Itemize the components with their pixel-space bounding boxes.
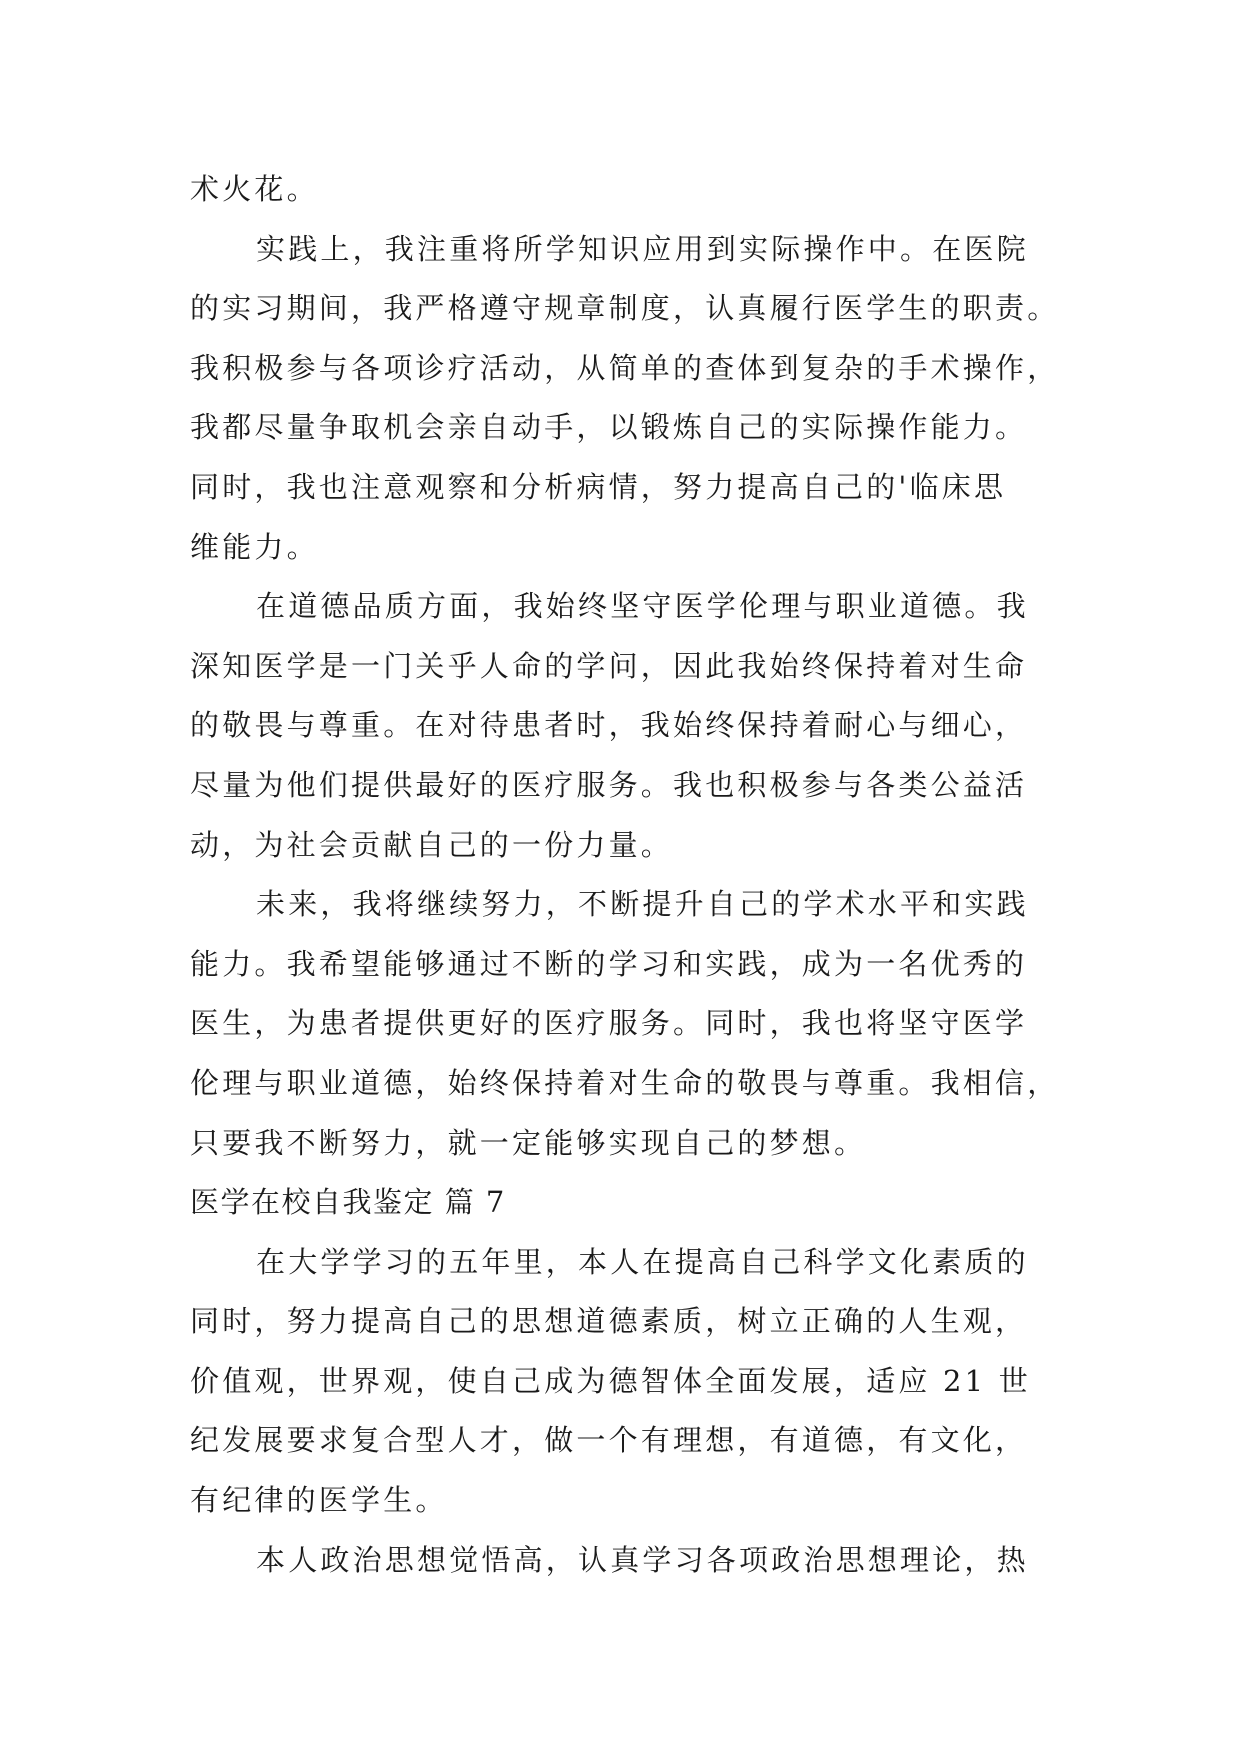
text-line: 同时，我也注意观察和分析病情，努力提高自己的'临床思 (190, 469, 1007, 504)
document-body (190, 160, 1060, 1590)
text-line: 的实习期间，我严格遵守规章制度，认真履行医学生的职责。 (190, 291, 1060, 326)
text-line: 纪发展要求复合型人才，做一个有理想，有道德，有文化， (190, 1423, 1028, 1458)
text-line: 同时，努力提高自己的思想道德素质，树立正确的人生观， (190, 1304, 1028, 1339)
text-line: 维能力。 (190, 529, 319, 564)
text-line: 术火花。 (190, 172, 319, 206)
text-line: 有纪律的医学生。 (190, 1483, 448, 1518)
text-line: 的敬畏与尊重。在对待患者时，我始终保持着耐心与细心， (190, 708, 1028, 743)
section-heading: 医学在校自我鉴定 篇 7 (190, 1185, 506, 1220)
text-line: 动，为社会贡献自己的一份力量。 (190, 827, 674, 862)
text-line: 能力。我希望能够通过不断的学习和实践，成为一名优秀的 (190, 946, 1028, 981)
paragraph-start-line: 在道德品质方面，我始终坚守医学伦理与职业道德。我 (256, 589, 1029, 624)
paragraph-start-line: 本人政治思想觉悟高，认真学习各项政治思想理论，热 (256, 1542, 1029, 1577)
paragraph-start-line: 在大学学习的五年里，本人在提高自己科学文化素质的 (256, 1244, 1029, 1279)
text-line: 只要我不断努力，就一定能够实现自己的梦想。 (190, 1125, 867, 1160)
text-line: 我都尽量争取机会亲自动手，以锻炼自己的实际操作能力。 (190, 410, 1028, 445)
text-line: 深知医学是一门关乎人命的学问，因此我始终保持着对生命 (190, 648, 1028, 683)
text-line: 伦理与职业道德，始终保持着对生命的敬畏与尊重。我相信， (190, 1065, 1060, 1100)
paragraph-start-line: 实践上，我注重将所学知识应用到实际操作中。在医院 (256, 231, 1029, 266)
text-line: 价值观，世界观，使自己成为德智体全面发展，适应 21 世 (190, 1363, 1031, 1398)
text-line: 尽量为他们提供最好的医疗服务。我也积极参与各类公益活 (190, 767, 1028, 802)
text-line: 我积极参与各项诊疗活动，从简单的查体到复杂的手术操作， (190, 350, 1060, 385)
paragraph-start-line: 未来，我将继续努力，不断提升自己的学术水平和实践 (256, 887, 1029, 922)
text-line: 医生，为患者提供更好的医疗服务。同时，我也将坚守医学 (190, 1006, 1028, 1041)
